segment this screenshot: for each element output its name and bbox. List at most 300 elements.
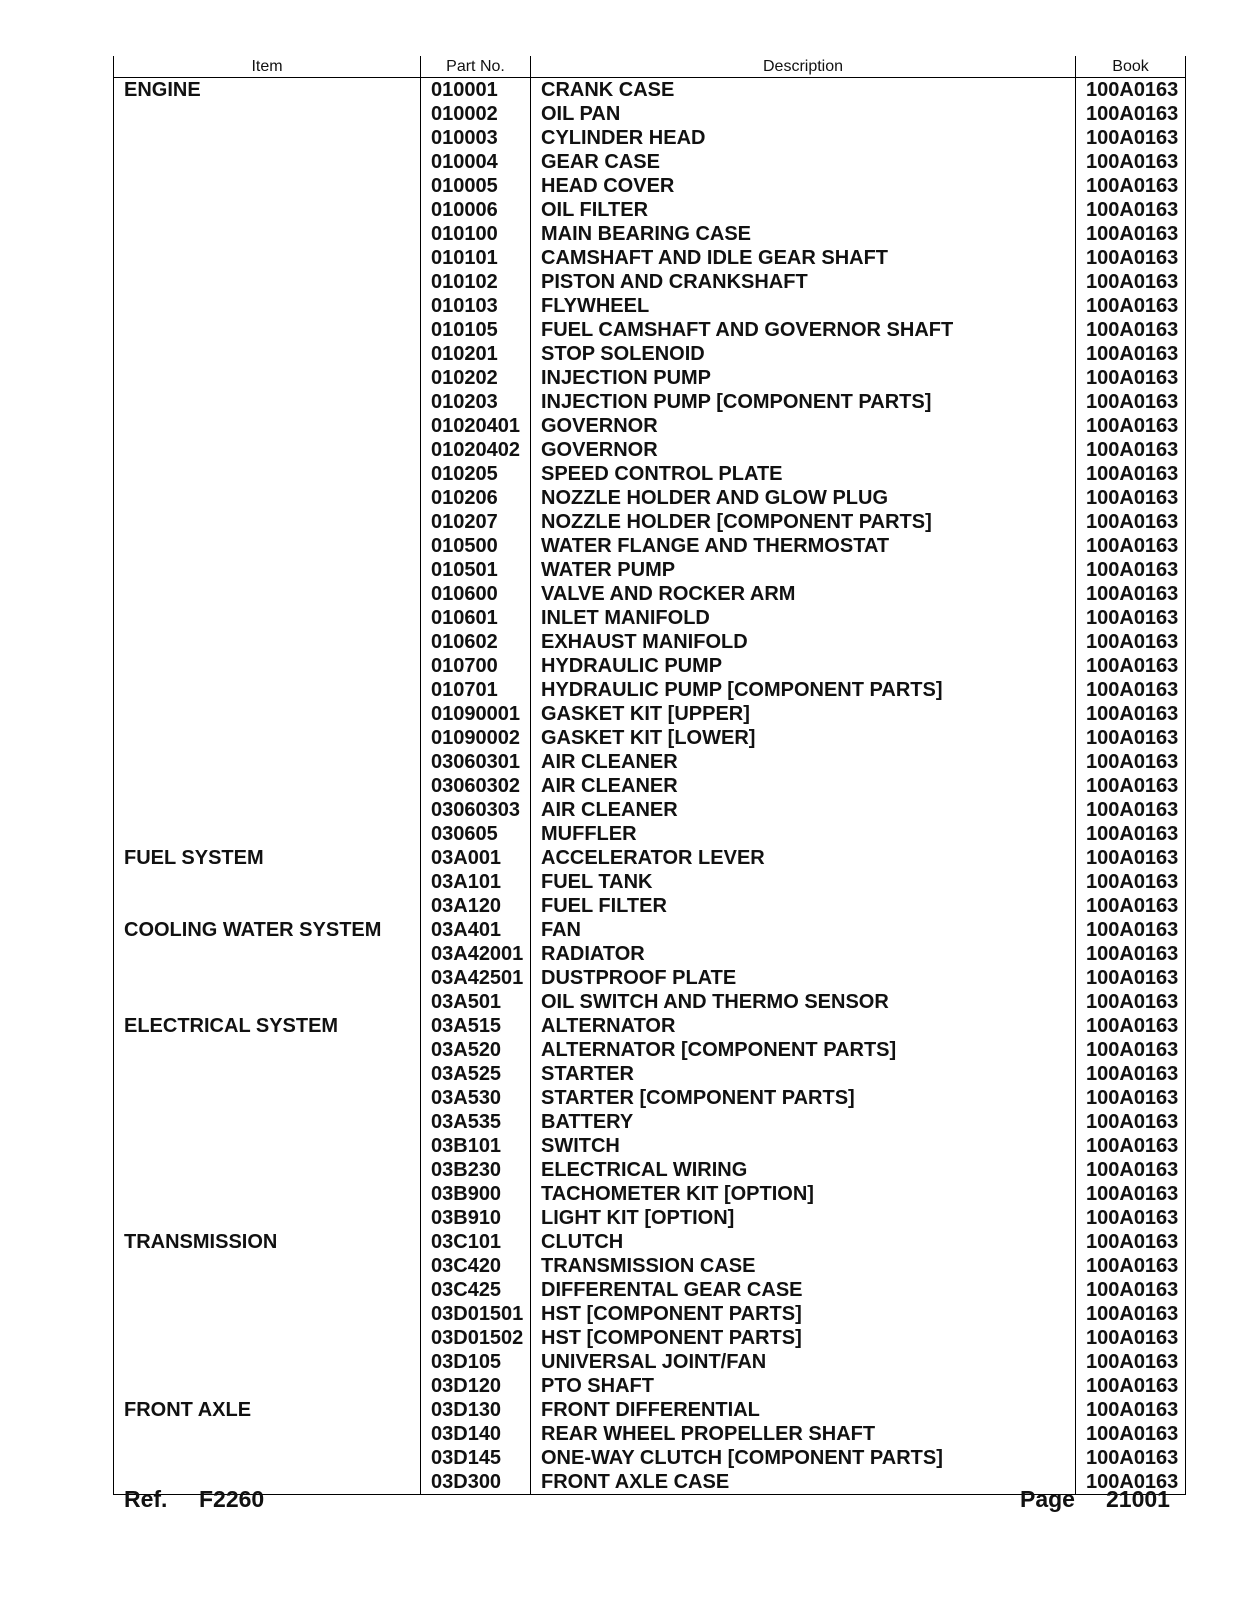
cell-description: CLUTCH — [531, 1230, 1076, 1254]
table-header-row — [114, 56, 1186, 78]
cell-description: CYLINDER HEAD — [531, 126, 1076, 150]
table-row — [114, 942, 1186, 966]
cell-part-no: 03D130 — [421, 1398, 531, 1422]
cell-description: HEAD COVER — [531, 174, 1076, 198]
cell-book: 100A0163 — [1076, 654, 1186, 678]
cell-part-no: 03B101 — [421, 1134, 531, 1158]
column-header-description: Description — [531, 56, 1076, 78]
cell-book: 100A0163 — [1076, 414, 1186, 438]
cell-book: 100A0163 — [1076, 1086, 1186, 1110]
cell-item — [114, 774, 421, 798]
column-header-item: Item — [114, 56, 421, 78]
cell-description: CRANK CASE — [531, 78, 1076, 103]
cell-item — [114, 798, 421, 822]
cell-part-no: 01020402 — [421, 438, 531, 462]
cell-book: 100A0163 — [1076, 894, 1186, 918]
cell-item — [114, 966, 421, 990]
cell-book: 100A0163 — [1076, 1374, 1186, 1398]
cell-item — [114, 1038, 421, 1062]
cell-part-no: 010207 — [421, 510, 531, 534]
cell-description: OIL FILTER — [531, 198, 1076, 222]
cell-book: 100A0163 — [1076, 1422, 1186, 1446]
cell-part-no: 03C420 — [421, 1254, 531, 1278]
cell-book: 100A0163 — [1076, 606, 1186, 630]
cell-book: 100A0163 — [1076, 822, 1186, 846]
cell-part-no: 03D01502 — [421, 1326, 531, 1350]
cell-item — [114, 558, 421, 582]
cell-item — [114, 462, 421, 486]
cell-part-no: 010602 — [421, 630, 531, 654]
table-row — [114, 366, 1186, 390]
cell-part-no: 010102 — [421, 270, 531, 294]
cell-description: NOZZLE HOLDER AND GLOW PLUG — [531, 486, 1076, 510]
cell-item — [114, 750, 421, 774]
cell-book: 100A0163 — [1076, 678, 1186, 702]
cell-part-no: 03A501 — [421, 990, 531, 1014]
cell-part-no: 03B910 — [421, 1206, 531, 1230]
page-footer — [124, 1484, 1174, 1514]
cell-part-no: 010701 — [421, 678, 531, 702]
cell-description: OIL SWITCH AND THERMO SENSOR — [531, 990, 1076, 1014]
cell-book: 100A0163 — [1076, 510, 1186, 534]
cell-part-no: 03A42501 — [421, 966, 531, 990]
cell-part-no: 03A520 — [421, 1038, 531, 1062]
table-row — [114, 270, 1186, 294]
cell-book: 100A0163 — [1076, 918, 1186, 942]
table-row — [114, 774, 1186, 798]
cell-description: HYDRAULIC PUMP — [531, 654, 1076, 678]
table-row — [114, 222, 1186, 246]
cell-description: PISTON AND CRANKSHAFT — [531, 270, 1076, 294]
table-row — [114, 1398, 1186, 1422]
table-row — [114, 438, 1186, 462]
column-header-book: Book — [1076, 56, 1186, 78]
cell-description: CAMSHAFT AND IDLE GEAR SHAFT — [531, 246, 1076, 270]
cell-book: 100A0163 — [1076, 462, 1186, 486]
table-row — [114, 678, 1186, 702]
table-row — [114, 1446, 1186, 1470]
cell-item — [114, 270, 421, 294]
cell-item — [114, 654, 421, 678]
cell-part-no: 03060301 — [421, 750, 531, 774]
table-row — [114, 462, 1186, 486]
cell-book: 100A0163 — [1076, 1206, 1186, 1230]
page-label: Page — [1020, 1486, 1075, 1512]
cell-description: INJECTION PUMP [COMPONENT PARTS] — [531, 390, 1076, 414]
cell-description: NOZZLE HOLDER [COMPONENT PARTS] — [531, 510, 1076, 534]
cell-item — [114, 1302, 421, 1326]
cell-part-no: 03D105 — [421, 1350, 531, 1374]
table-row — [114, 1206, 1186, 1230]
cell-part-no: 03A001 — [421, 846, 531, 870]
cell-item — [114, 702, 421, 726]
table-row — [114, 102, 1186, 126]
cell-item — [114, 414, 421, 438]
cell-part-no: 03A120 — [421, 894, 531, 918]
cell-item — [114, 1326, 421, 1350]
cell-description: FUEL FILTER — [531, 894, 1076, 918]
cell-book: 100A0163 — [1076, 390, 1186, 414]
cell-book: 100A0163 — [1076, 222, 1186, 246]
table-row — [114, 1350, 1186, 1374]
cell-item: ELECTRICAL SYSTEM — [114, 1014, 421, 1038]
cell-part-no: 03A42001 — [421, 942, 531, 966]
cell-item — [114, 894, 421, 918]
cell-description: AIR CLEANER — [531, 774, 1076, 798]
cell-book: 100A0163 — [1076, 942, 1186, 966]
cell-book: 100A0163 — [1076, 1254, 1186, 1278]
table-row — [114, 1278, 1186, 1302]
cell-item — [114, 726, 421, 750]
table-row — [114, 870, 1186, 894]
cell-description: RADIATOR — [531, 942, 1076, 966]
table-row — [114, 582, 1186, 606]
table-row — [114, 342, 1186, 366]
column-header-part-no: Part No. — [421, 56, 531, 78]
cell-description: GOVERNOR — [531, 414, 1076, 438]
table-row — [114, 846, 1186, 870]
cell-item — [114, 822, 421, 846]
cell-book: 100A0163 — [1076, 126, 1186, 150]
cell-description: SPEED CONTROL PLATE — [531, 462, 1076, 486]
cell-book: 100A0163 — [1076, 534, 1186, 558]
cell-book: 100A0163 — [1076, 342, 1186, 366]
cell-item — [114, 390, 421, 414]
cell-description: OIL PAN — [531, 102, 1076, 126]
table-row — [114, 1326, 1186, 1350]
cell-description: FUEL TANK — [531, 870, 1076, 894]
cell-part-no: 03060302 — [421, 774, 531, 798]
table-row — [114, 1062, 1186, 1086]
cell-description: FRONT AXLE CASE — [531, 1470, 1076, 1495]
cell-description: TACHOMETER KIT [OPTION] — [531, 1182, 1076, 1206]
cell-part-no: 03C425 — [421, 1278, 531, 1302]
table-body — [114, 78, 1186, 1495]
table-row — [114, 798, 1186, 822]
cell-part-no: 03060303 — [421, 798, 531, 822]
table-row — [114, 1302, 1186, 1326]
cell-part-no: 03D01501 — [421, 1302, 531, 1326]
cell-item — [114, 1134, 421, 1158]
table-row — [114, 198, 1186, 222]
cell-description: UNIVERSAL JOINT/FAN — [531, 1350, 1076, 1374]
cell-book: 100A0163 — [1076, 1134, 1186, 1158]
cell-item — [114, 1350, 421, 1374]
cell-book: 100A0163 — [1076, 630, 1186, 654]
cell-part-no: 010501 — [421, 558, 531, 582]
cell-book: 100A0163 — [1076, 1230, 1186, 1254]
cell-item — [114, 678, 421, 702]
page-number: 21001 — [1106, 1486, 1170, 1512]
cell-book: 100A0163 — [1076, 1014, 1186, 1038]
cell-part-no: 010103 — [421, 294, 531, 318]
cell-item: FRONT AXLE — [114, 1398, 421, 1422]
cell-description: MUFFLER — [531, 822, 1076, 846]
cell-description: ONE-WAY CLUTCH [COMPONENT PARTS] — [531, 1446, 1076, 1470]
cell-book: 100A0163 — [1076, 1350, 1186, 1374]
table-row — [114, 1254, 1186, 1278]
cell-item — [114, 1158, 421, 1182]
cell-book: 100A0163 — [1076, 1446, 1186, 1470]
cell-description: HST [COMPONENT PARTS] — [531, 1302, 1076, 1326]
cell-item — [114, 1374, 421, 1398]
cell-book: 100A0163 — [1076, 1302, 1186, 1326]
table-row — [114, 294, 1186, 318]
cell-item — [114, 342, 421, 366]
cell-part-no: 010206 — [421, 486, 531, 510]
cell-description: FAN — [531, 918, 1076, 942]
cell-book: 100A0163 — [1076, 558, 1186, 582]
cell-book: 100A0163 — [1076, 486, 1186, 510]
cell-part-no: 010201 — [421, 342, 531, 366]
table-row — [114, 750, 1186, 774]
cell-book: 100A0163 — [1076, 1158, 1186, 1182]
cell-book: 100A0163 — [1076, 702, 1186, 726]
table-row — [114, 246, 1186, 270]
cell-book: 100A0163 — [1076, 102, 1186, 126]
cell-part-no: 010601 — [421, 606, 531, 630]
cell-part-no: 010001 — [421, 78, 531, 103]
cell-part-no: 010002 — [421, 102, 531, 126]
cell-item — [114, 870, 421, 894]
parts-index-sheet — [113, 56, 1185, 1495]
cell-book: 100A0163 — [1076, 318, 1186, 342]
cell-description: TRANSMISSION CASE — [531, 1254, 1076, 1278]
cell-description: ELECTRICAL WIRING — [531, 1158, 1076, 1182]
cell-description: FUEL CAMSHAFT AND GOVERNOR SHAFT — [531, 318, 1076, 342]
cell-book: 100A0163 — [1076, 798, 1186, 822]
cell-item — [114, 366, 421, 390]
cell-description: ACCELERATOR LEVER — [531, 846, 1076, 870]
table-row — [114, 1230, 1186, 1254]
cell-book: 100A0163 — [1076, 150, 1186, 174]
cell-part-no: 01020401 — [421, 414, 531, 438]
table-row — [114, 822, 1186, 846]
table-row — [114, 702, 1186, 726]
cell-description: WATER FLANGE AND THERMOSTAT — [531, 534, 1076, 558]
cell-book: 100A0163 — [1076, 966, 1186, 990]
cell-part-no: 010700 — [421, 654, 531, 678]
cell-item — [114, 1254, 421, 1278]
cell-item — [114, 510, 421, 534]
table-row — [114, 414, 1186, 438]
cell-book: 100A0163 — [1076, 78, 1186, 103]
cell-part-no: 010202 — [421, 366, 531, 390]
cell-book: 100A0163 — [1076, 870, 1186, 894]
cell-part-no: 010003 — [421, 126, 531, 150]
cell-item — [114, 294, 421, 318]
cell-item — [114, 486, 421, 510]
cell-part-no: 010006 — [421, 198, 531, 222]
table-row — [114, 1014, 1186, 1038]
cell-description: VALVE AND ROCKER ARM — [531, 582, 1076, 606]
table-row — [114, 654, 1186, 678]
cell-item: COOLING WATER SYSTEM — [114, 918, 421, 942]
cell-item — [114, 198, 421, 222]
cell-item — [114, 1278, 421, 1302]
cell-part-no: 03D120 — [421, 1374, 531, 1398]
cell-description: HYDRAULIC PUMP [COMPONENT PARTS] — [531, 678, 1076, 702]
cell-item — [114, 174, 421, 198]
cell-description: GOVERNOR — [531, 438, 1076, 462]
cell-description: HST [COMPONENT PARTS] — [531, 1326, 1076, 1350]
cell-part-no: 03A101 — [421, 870, 531, 894]
table-row — [114, 1182, 1186, 1206]
cell-part-no: 03A530 — [421, 1086, 531, 1110]
cell-part-no: 03A525 — [421, 1062, 531, 1086]
cell-description: EXHAUST MANIFOLD — [531, 630, 1076, 654]
cell-description: STARTER — [531, 1062, 1076, 1086]
cell-description: GEAR CASE — [531, 150, 1076, 174]
cell-item — [114, 150, 421, 174]
cell-item — [114, 246, 421, 270]
cell-part-no: 03D300 — [421, 1470, 531, 1495]
cell-book: 100A0163 — [1076, 294, 1186, 318]
cell-description: LIGHT KIT [OPTION] — [531, 1206, 1076, 1230]
cell-book: 100A0163 — [1076, 774, 1186, 798]
cell-description: INLET MANIFOLD — [531, 606, 1076, 630]
cell-description: GASKET KIT [LOWER] — [531, 726, 1076, 750]
table-row — [114, 726, 1186, 750]
cell-description: ALTERNATOR [COMPONENT PARTS] — [531, 1038, 1076, 1062]
cell-description: FLYWHEEL — [531, 294, 1076, 318]
table-row — [114, 894, 1186, 918]
cell-part-no: 03A515 — [421, 1014, 531, 1038]
cell-description: REAR WHEEL PROPELLER SHAFT — [531, 1422, 1076, 1446]
ref-value: F2260 — [199, 1486, 265, 1512]
cell-part-no: 03A535 — [421, 1110, 531, 1134]
table-row — [114, 174, 1186, 198]
cell-book: 100A0163 — [1076, 1278, 1186, 1302]
cell-book: 100A0163 — [1076, 1326, 1186, 1350]
cell-book: 100A0163 — [1076, 1398, 1186, 1422]
table-row — [114, 534, 1186, 558]
table-row — [114, 558, 1186, 582]
cell-item — [114, 534, 421, 558]
cell-part-no: 03B230 — [421, 1158, 531, 1182]
cell-description: PTO SHAFT — [531, 1374, 1076, 1398]
table-row — [114, 1158, 1186, 1182]
cell-item — [114, 1086, 421, 1110]
cell-item — [114, 438, 421, 462]
table-row — [114, 1038, 1186, 1062]
cell-book: 100A0163 — [1076, 1062, 1186, 1086]
cell-part-no: 01090001 — [421, 702, 531, 726]
cell-book: 100A0163 — [1076, 174, 1186, 198]
cell-description: INJECTION PUMP — [531, 366, 1076, 390]
cell-item — [114, 318, 421, 342]
table-row — [114, 1374, 1186, 1398]
cell-item — [114, 1422, 421, 1446]
table-row — [114, 1422, 1186, 1446]
cell-book: 100A0163 — [1076, 1038, 1186, 1062]
cell-book: 100A0163 — [1076, 1182, 1186, 1206]
cell-item — [114, 102, 421, 126]
cell-item — [114, 630, 421, 654]
cell-part-no: 010100 — [421, 222, 531, 246]
cell-description: WATER PUMP — [531, 558, 1076, 582]
cell-item: TRANSMISSION — [114, 1230, 421, 1254]
table-row — [114, 318, 1186, 342]
cell-part-no: 010500 — [421, 534, 531, 558]
cell-description: AIR CLEANER — [531, 798, 1076, 822]
cell-part-no: 03D140 — [421, 1422, 531, 1446]
table-row — [114, 1134, 1186, 1158]
cell-part-no: 010600 — [421, 582, 531, 606]
cell-description: AIR CLEANER — [531, 750, 1076, 774]
cell-description: SWITCH — [531, 1134, 1076, 1158]
ref-label: Ref. — [124, 1486, 168, 1512]
cell-part-no: 010203 — [421, 390, 531, 414]
cell-description: DUSTPROOF PLATE — [531, 966, 1076, 990]
table-row — [114, 990, 1186, 1014]
table-row — [114, 606, 1186, 630]
cell-item: ENGINE — [114, 78, 421, 103]
cell-book: 100A0163 — [1076, 846, 1186, 870]
cell-book: 100A0163 — [1076, 582, 1186, 606]
cell-description: STOP SOLENOID — [531, 342, 1076, 366]
cell-part-no: 010005 — [421, 174, 531, 198]
table-row — [114, 1110, 1186, 1134]
cell-item — [114, 1446, 421, 1470]
cell-part-no: 01090002 — [421, 726, 531, 750]
cell-part-no: 03D145 — [421, 1446, 531, 1470]
cell-book: 100A0163 — [1076, 366, 1186, 390]
parts-table — [113, 56, 1186, 1495]
cell-part-no: 03A401 — [421, 918, 531, 942]
cell-part-no: 010101 — [421, 246, 531, 270]
cell-part-no: 03B900 — [421, 1182, 531, 1206]
cell-book: 100A0163 — [1076, 270, 1186, 294]
cell-description: DIFFERENTAL GEAR CASE — [531, 1278, 1076, 1302]
cell-item — [114, 990, 421, 1014]
cell-description: FRONT DIFFERENTIAL — [531, 1398, 1076, 1422]
cell-item — [114, 1182, 421, 1206]
table-row — [114, 918, 1186, 942]
cell-item — [114, 1206, 421, 1230]
cell-book: 100A0163 — [1076, 726, 1186, 750]
cell-book: 100A0163 — [1076, 750, 1186, 774]
cell-item: FUEL SYSTEM — [114, 846, 421, 870]
cell-book: 100A0163 — [1076, 990, 1186, 1014]
cell-item — [114, 126, 421, 150]
table-row — [114, 510, 1186, 534]
table-row — [114, 390, 1186, 414]
cell-book: 100A0163 — [1076, 438, 1186, 462]
cell-description: MAIN BEARING CASE — [531, 222, 1076, 246]
cell-book: 100A0163 — [1076, 198, 1186, 222]
cell-part-no: 010004 — [421, 150, 531, 174]
cell-item — [114, 582, 421, 606]
cell-part-no: 030605 — [421, 822, 531, 846]
cell-item — [114, 1062, 421, 1086]
cell-description: BATTERY — [531, 1110, 1076, 1134]
cell-book: 100A0163 — [1076, 1110, 1186, 1134]
table-row — [114, 78, 1186, 103]
cell-book: 100A0163 — [1076, 246, 1186, 270]
cell-part-no: 03C101 — [421, 1230, 531, 1254]
cell-part-no: 010105 — [421, 318, 531, 342]
cell-item — [114, 606, 421, 630]
cell-description: GASKET KIT [UPPER] — [531, 702, 1076, 726]
cell-description: ALTERNATOR — [531, 1014, 1076, 1038]
table-row — [114, 150, 1186, 174]
table-row — [114, 630, 1186, 654]
table-row — [114, 486, 1186, 510]
cell-book: 100A0163 — [1076, 1470, 1186, 1495]
cell-item — [114, 1110, 421, 1134]
table-row — [114, 126, 1186, 150]
